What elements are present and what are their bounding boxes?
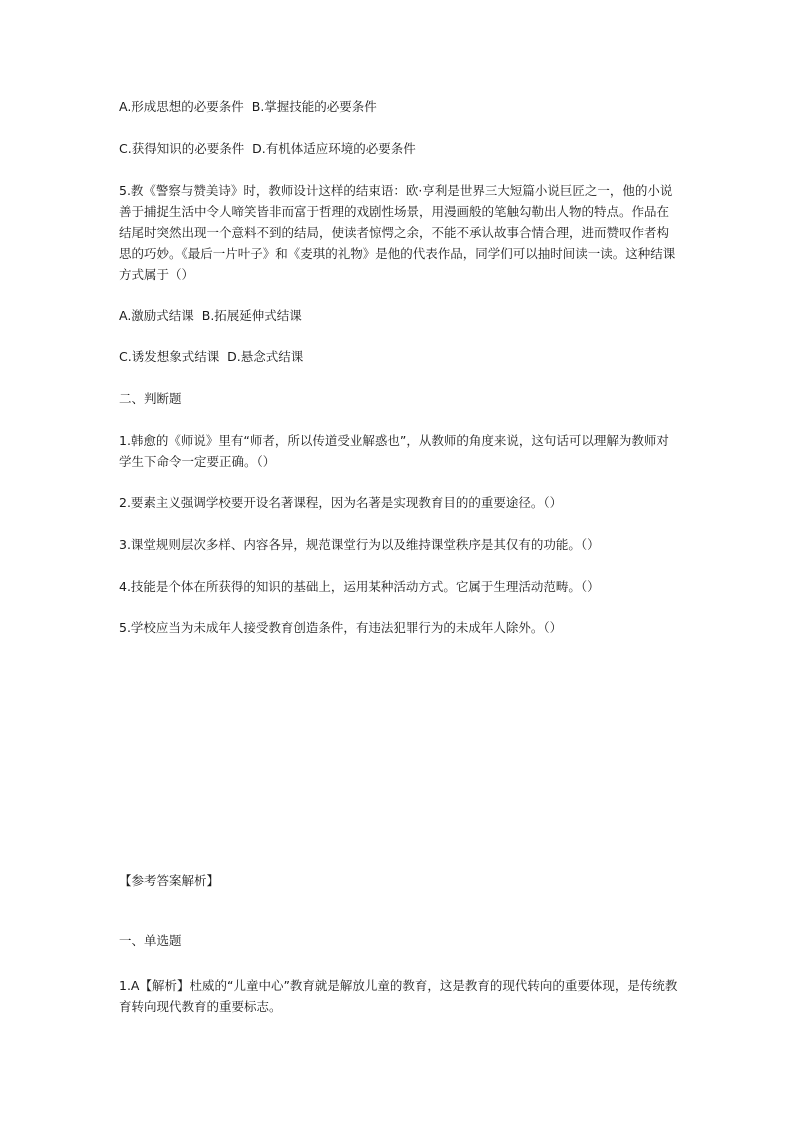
q4-options-cd: C.获得知识的必要条件 D.有机体适应环境的必要条件 (119, 141, 416, 156)
answer-section-subtitle: 一、单选题 (119, 933, 182, 948)
answer-item-1: 1.A【解析】杜威的“儿童中心”教育就是解放儿童的教育，这是教育的现代转向的重要体现，是传统教育转向现代教育的重要标志。 (119, 978, 678, 1014)
q5-question: 5.教《警察与赞美诗》时，教师设计这样的结束语：欧·亨利是世界三大短篇小说巨匠之一，他的小说善于捕捉生活中令人啼笑皆非而富于哲理的戏剧性场景，用漫画般的笔触勾勒出人物的特点。作品在结尾时突然出现一个意料不到的结局，使读者惊愕之余，不能不承认故事合情合理，进而赞叹作者构思的巧妙。《最后一片叶子》和《麦琪的礼物》是他的代表作品，同学们可以抽时间读一读。这种结课方式属于（） (119, 183, 676, 282)
judgment-item-1: 1.韩愈的《师说》里有“师者，所以传道受业解惑也”，从教师的角度来说，这句话可以理解为教师对学生下命令一定要正确。（） (119, 433, 669, 469)
q4-options-ab: A.形成思想的必要条件 B.掌握技能的必要条件 (119, 99, 377, 114)
judgment-item-2: 2.要素主义强调学校要开设名著课程，因为名著是实现教育目的的重要途径。（） (119, 495, 563, 510)
judgment-item-4: 4.技能是个体在所获得的知识的基础上，运用某种活动方式。它属于生理活动范畴。（） (119, 579, 600, 594)
judgment-item-5: 5.学校应当为未成年人接受教育创造条件，有违法犯罪行为的未成年人除外。（） (119, 620, 563, 635)
q5-options-cd: C.诱发想象式结课 D.悬念式结课 (119, 349, 304, 364)
answer-section-title: 【参考答案解析】 (119, 873, 220, 888)
judgment-item-3: 3.课堂规则层次多样、内容各异，规范课堂行为以及维持课堂秩序是其仅有的功能。（） (119, 537, 600, 552)
q5-options-ab: A.激励式结课 B.拓展延伸式结课 (119, 308, 302, 323)
judgment-section-title: 二、判断题 (119, 391, 182, 406)
